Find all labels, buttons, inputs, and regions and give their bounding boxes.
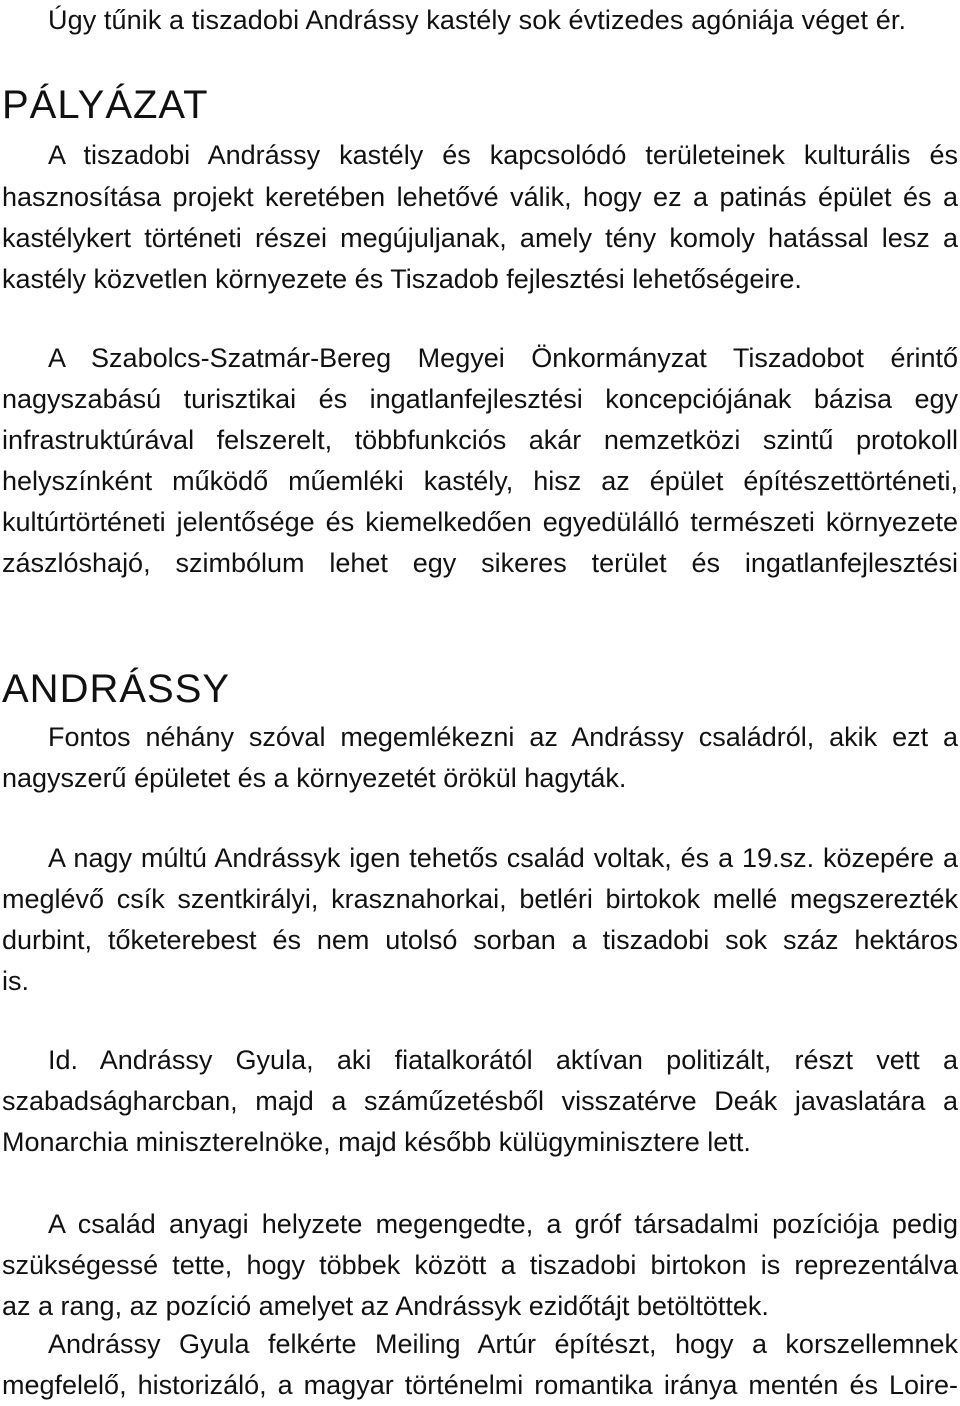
paragraph-line: megfelelő, historizáló, a magyar történelmi romantika iránya mentén és Loire-	[2, 1370, 958, 1400]
paragraph-line: durbint, tőketerebest és nem utolsó sorban a tiszadobi sok száz hektáros	[2, 925, 958, 955]
paragraph-line: nagyszabású turisztikai és ingatlanfejlesztési koncepciójának bázisa egy	[2, 384, 958, 414]
paragraph-line: hasznosítása projekt keretében lehetővé válik, hogy ez a patinás épület és a	[2, 182, 958, 212]
paragraph-line: az a rang, az pozíció amelyet az Andrássyk ezidőtájt betöltöttek.	[2, 1291, 769, 1321]
paragraph-line: Monarchia miniszterelnöke, majd később külügyminisztere lett.	[2, 1127, 751, 1157]
paragraph-line: szükségessé tette, hogy többek között a tiszadobi birtokon is reprezentálva	[2, 1250, 958, 1280]
paragraph-line: Andrássy Gyula felkérte Meiling Artúr építészt, hogy a korszellemnek	[48, 1329, 958, 1359]
paragraph-line: szabadságharcban, majd a száműzetésből visszatérve Deák javaslatára a	[2, 1086, 958, 1116]
paragraph-line: A család anyagi helyzete megengedte, a gróf társadalmi pozíciója pedig	[48, 1209, 958, 1239]
section-heading-palyazat: PÁLYÁZAT	[2, 83, 209, 127]
section-heading-andrassy: ANDRÁSSY	[2, 667, 231, 711]
paragraph-line: Fontos néhány szóval megemlékezni az Andrássy családról, akik ezt a	[48, 722, 958, 752]
paragraph-line: kultúrtörténeti jelentősége és kiemelkedően egyedülálló természeti környezete	[2, 507, 958, 537]
paragraph-line: zászlóshajó, szimbólum lehet egy sikeres terület és ingatlanfejlesztési	[2, 548, 958, 578]
paragraph-line: nagyszerű épületet és a környezetét örökül hagyták.	[2, 763, 627, 793]
paragraph-line: helyszínként működő műemléki kastély, hisz az épület építészettörténeti,	[2, 466, 958, 496]
paragraph-line: A nagy múltú Andrássyk igen tehetős család voltak, és a 19.sz. közepére a	[48, 843, 958, 873]
paragraph-line: kastélykert történeti részei megújuljanak, amely tény komoly hatással lesz a	[2, 223, 958, 253]
paragraph-line: infrastruktúrával felszerelt, többfunkciós akár nemzetközi szintű protokoll	[2, 425, 958, 455]
paragraph-line: A Szabolcs-Szatmár-Bereg Megyei Önkormányzat Tiszadobot érintő	[48, 343, 958, 373]
paragraph-line: kastély közvetlen környezete és Tiszadob fejlesztési lehetőségeire.	[2, 264, 802, 294]
intro-line: Úgy tűnik a tiszadobi Andrássy kastély sok évtizedes agóniája véget ér.	[48, 5, 907, 35]
paragraph-line: A tiszadobi Andrássy kastély és kapcsolódó területeinek kulturális és	[48, 140, 958, 170]
paragraph-line: meglévő csík szentkirályi, krasznahorkai, betléri birtokok mellé megszerezték	[2, 884, 958, 914]
paragraph-line: is.	[2, 966, 29, 996]
paragraph-line: Id. Andrássy Gyula, aki fiatalkorától aktívan politizált, részt vett a	[48, 1045, 958, 1075]
